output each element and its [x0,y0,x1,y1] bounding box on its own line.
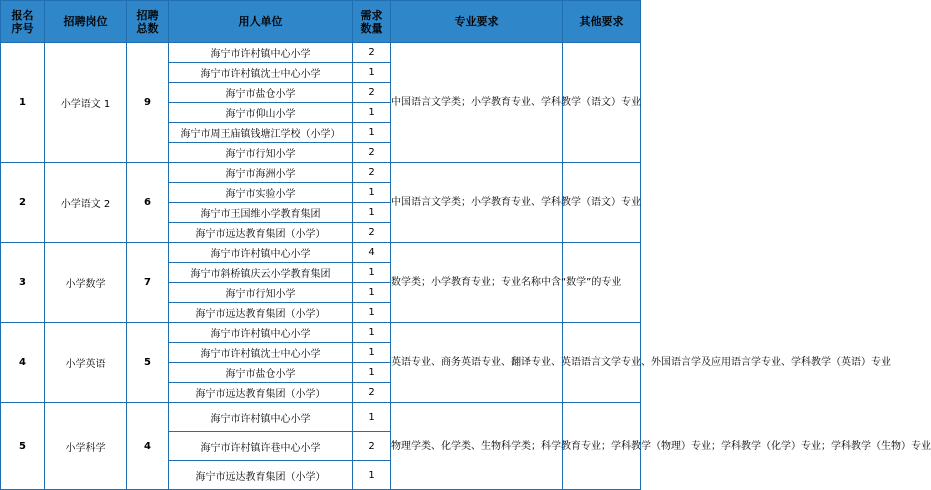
unit-cell: 海宁市许村镇中心小学 [169,323,353,343]
major-cell: 中国语言文学类；小学教育专业、学科教学（语文）专业 [391,163,563,243]
need-cell: 1 [353,461,391,490]
need-cell: 2 [353,383,391,403]
need-cell: 1 [353,283,391,303]
need-cell: 4 [353,243,391,263]
major-cell: 英语专业、商务英语专业、翻译专业、英语语言文学专业、外国语言学及应用语言学专业、学科教学（英语）专业 [391,323,563,403]
position-cell: 小学英语 [45,323,127,403]
unit-cell: 海宁市行知小学 [169,283,353,303]
total-cell: 7 [127,243,169,323]
need-cell: 2 [353,432,391,461]
unit-cell: 海宁市盐仓小学 [169,83,353,103]
major-cell: 中国语言文学类；小学教育专业、学科教学（语文）专业 [391,43,563,163]
position-cell: 小学科学 [45,403,127,490]
header-position: 招聘岗位 [45,1,127,43]
unit-cell: 海宁市许村镇许巷中心小学 [169,432,353,461]
need-cell: 1 [353,343,391,363]
header-need: 需求 数量 [353,1,391,43]
seq-cell: 4 [1,323,45,403]
unit-cell: 海宁市许村镇中心小学 [169,43,353,63]
header-other: 其他要求 [563,1,641,43]
need-cell: 1 [353,303,391,323]
need-cell: 2 [353,43,391,63]
header-major: 专业要求 [391,1,563,43]
position-cell: 小学语文 1 [45,43,127,163]
unit-cell: 海宁市许村镇中心小学 [169,403,353,432]
unit-cell: 海宁市许村镇沈士中心小学 [169,63,353,83]
need-cell: 1 [353,63,391,83]
seq-cell: 3 [1,243,45,323]
table-row [1,323,641,343]
header-seq: 报名 序号 [1,1,45,43]
unit-cell: 海宁市斜桥镇庆云小学教育集团 [169,263,353,283]
unit-cell: 海宁市远达教育集团（小学） [169,461,353,490]
unit-cell: 海宁市实验小学 [169,183,353,203]
unit-cell: 海宁市远达教育集团（小学） [169,223,353,243]
seq-cell: 5 [1,403,45,490]
need-cell: 1 [353,183,391,203]
need-cell: 1 [353,103,391,123]
need-cell: 2 [353,223,391,243]
total-cell: 4 [127,403,169,490]
unit-cell: 海宁市许村镇沈士中心小学 [169,343,353,363]
unit-cell: 海宁市远达教育集团（小学） [169,303,353,323]
table-row [1,43,641,63]
header-row [1,1,641,43]
major-cell: 物理学类、化学类、生物科学类；科学教育专业；学科教学（物理）专业；学科教学（化学）专业；学科教学（生物）专业 [391,403,563,490]
need-cell: 2 [353,143,391,163]
unit-cell: 海宁市远达教育集团（小学） [169,383,353,403]
total-cell: 5 [127,323,169,403]
unit-cell: 海宁市海洲小学 [169,163,353,183]
need-cell: 1 [353,323,391,343]
need-cell: 1 [353,403,391,432]
position-cell: 小学语文 2 [45,163,127,243]
header-unit: 用人单位 [169,1,353,43]
unit-cell: 海宁市王国维小学教育集团 [169,203,353,223]
table-row [1,403,641,432]
need-cell: 1 [353,263,391,283]
unit-cell: 海宁市仰山小学 [169,103,353,123]
seq-cell: 1 [1,43,45,163]
table-row [1,243,641,263]
unit-cell: 海宁市周王庙镇钱塘江学校（小学） [169,123,353,143]
header-total: 招聘 总数 [127,1,169,43]
unit-cell: 海宁市行知小学 [169,143,353,163]
position-cell: 小学数学 [45,243,127,323]
need-cell: 1 [353,203,391,223]
need-cell: 2 [353,163,391,183]
unit-cell: 海宁市盐仓小学 [169,363,353,383]
need-cell: 1 [353,123,391,143]
table-row [1,163,641,183]
need-cell: 2 [353,83,391,103]
total-cell: 9 [127,43,169,163]
major-cell: 数学类；小学教育专业；专业名称中含“数学”的专业 [391,243,563,323]
unit-cell: 海宁市许村镇中心小学 [169,243,353,263]
total-cell: 6 [127,163,169,243]
seq-cell: 2 [1,163,45,243]
need-cell: 1 [353,363,391,383]
